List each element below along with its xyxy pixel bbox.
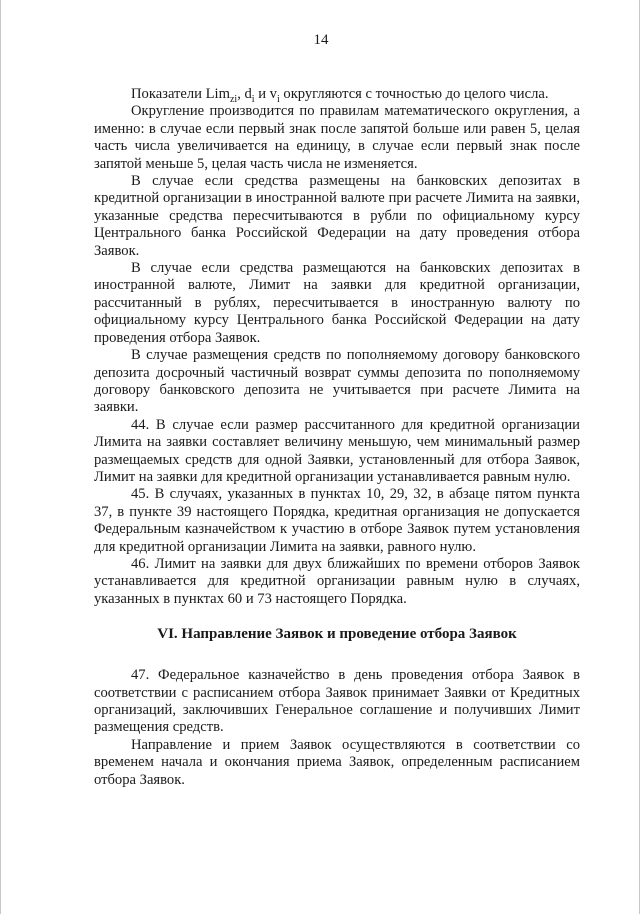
section-heading: VI. Направление Заявок и проведение отбора Заявок (157, 626, 517, 643)
document-body (94, 86, 580, 789)
paragraph-rounding-rules: Округление производится по правилам математического округления, а именно: в случае если первый знак после запятой больше или равен 5, целая часть числа увеличивается на единицу, в случае если первый знак после запятой меньше 5, целая часть числа не изменяется. (94, 103, 580, 172)
paragraph-schedule: Направление и прием Заявок осуществляются в соответствии со временем начала и окончания приема Заявок, определенным расписанием отбора Заявок. (94, 736, 580, 788)
text-fragment: и v (254, 86, 277, 102)
paragraph-item-44: 44. В случае если размер рассчитанного для кредитной организации Лимита на заявки составляет величину меньшую, чем минимальный размер размещаемых средств для одной Заявки, установленный для отбора Заявок, Лимит на заявки для кредитной организации устанавливается равным нулю. (94, 416, 580, 485)
text-fragment: Показатели Lim (131, 86, 230, 102)
paragraph-item-46: 46. Лимит на заявки для двух ближайших по времени отборов Заявок устанавливается для кредитной организации равным нулю в случаях, указанных в пунктах 60 и 73 настоящего Порядка. (94, 555, 580, 607)
paragraph-foreign-currency-deposits: В случае если средства размещены на банковских депозитах в кредитной организации в иностранной валюте при расчете Лимита на заявки, указанные средства пересчитываются в рубли по официальному курсу Центрального банка Российской Федерации на дату проведения отбора Заявок. (94, 173, 580, 259)
subscript: zi (229, 93, 238, 105)
paragraph-rounding-indicators (94, 86, 580, 103)
page-number: 14 (313, 32, 329, 48)
subscript: i (251, 93, 255, 105)
text-fragment: округляются с точностью до целого числа. (279, 86, 549, 102)
subscript: i (276, 93, 280, 105)
paragraph-item-47: 47. Федеральное казначейство в день проведения отбора Заявок в соответствии с расписанием отбора Заявок принимает Заявки от Кредитных организаций, заключивших Генеральное соглашение и получивших Лимит размещения средств. (94, 667, 580, 736)
paragraph-item-45: 45. В случаях, указанных в пунктах 10, 29, 32, в абзаце пятом пункта 37, в пункте 39 настоящего Порядка, кредитная организация не допускается Федеральным казначейством к участию в отборе Заявок путем установления для кредитной организации Лимита на заявки, равного нулю. (94, 486, 580, 555)
paragraph-replenishable-deposit: В случае размещения средств по пополняемому договору банковского депозита досрочный частичный возврат суммы депозита по пополняемому договору банковского депозита не учитывается при расчете Лимита на заявки. (94, 347, 580, 416)
text-fragment: , d (237, 86, 252, 102)
paragraph-foreign-currency-limit: В случае если средства размещаются на банковских депозитах в иностранной валюте, Лимит на заявки для кредитной организации, рассчитанный в рублях, пересчитывается в иностранную валюту по официальному курсу Центрального банка Российской Федерации на дату проведения отбора Заявок. (94, 260, 580, 346)
